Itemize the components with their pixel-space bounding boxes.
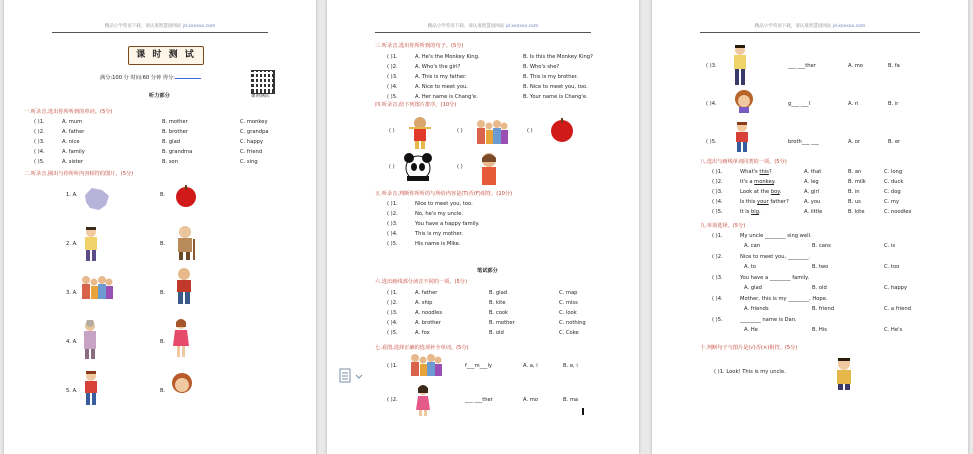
- q7-answer-paren[interactable]: ( )3.: [706, 63, 717, 69]
- q4-paren-1[interactable]: ( ): [389, 128, 395, 134]
- q1-option-b: B. mother: [162, 119, 188, 125]
- q9-option-c: C. too: [884, 264, 900, 270]
- q5-sentence: This is my mother.: [415, 231, 463, 237]
- q2-label-b: B.: [160, 192, 166, 198]
- q1-option-c: C. sing: [240, 159, 258, 165]
- q8-sentence-end: .: [759, 209, 761, 215]
- q1-title: 一.听录音,选出你所听到的单词。(5分): [24, 109, 113, 115]
- apple-picture: [174, 184, 198, 208]
- page-header: 精品小学英语下载，请认准智慧园网站 jd.xxxxxx.com: [754, 24, 866, 29]
- q8-sentence-end: .: [774, 179, 776, 185]
- q6-answer-paren[interactable]: ( )4.: [387, 320, 398, 326]
- q8-option-a: A. little: [804, 209, 823, 215]
- q2-label-a: 1. A.: [66, 192, 78, 198]
- q8-sentence-end: father?: [768, 199, 789, 205]
- q9-title: 九.单项选择。(5分): [700, 223, 746, 229]
- page-header: 精品小学英语下载，请认准智慧园网站 jd.xxxxxx.com: [104, 24, 216, 29]
- q9-option-c: C. He's: [884, 327, 903, 333]
- text-cursor: [582, 408, 584, 415]
- q3-option-a: A. Her name is Chang'e.: [415, 94, 478, 100]
- q7-option-b: B. e, i: [563, 363, 578, 369]
- q9-sentence: ________ name is Dan.: [740, 317, 797, 323]
- q8-underlined-word: big: [751, 209, 760, 215]
- q7-option-b: B. fa: [888, 63, 900, 69]
- q8-sentence-start: It's a: [740, 179, 755, 185]
- q7-word-blank: ___ ___ther: [465, 397, 493, 403]
- q9-option-b: B. cans: [812, 243, 831, 249]
- q1-option-b: B. glad: [162, 139, 181, 145]
- q8-option-a: A. girl: [804, 189, 820, 195]
- q8-option-b: B. milk: [848, 179, 866, 185]
- q6-option-a: A. ship: [415, 300, 433, 306]
- q8-sentence: [740, 210, 761, 215]
- q2-label-a: 4. A.: [66, 339, 78, 345]
- q3-option-b: B. Is this the Monkey King?: [523, 54, 593, 60]
- q1-option-c: C. monkey: [240, 119, 268, 125]
- q8-answer-paren[interactable]: ( )1.: [712, 169, 723, 175]
- q8-answer-paren[interactable]: ( )3.: [712, 189, 723, 195]
- q7-option-b: B. ir: [888, 101, 899, 107]
- grandma-picture: [477, 152, 501, 186]
- q8-sentence: [740, 170, 772, 175]
- q9-answer-paren[interactable]: ( )1.: [712, 233, 723, 239]
- apple-picture: [549, 117, 575, 143]
- q1-option-a: A. nice: [62, 139, 80, 145]
- q2-label-a: 5. A.: [66, 388, 78, 394]
- q4-paren-3[interactable]: ( ): [527, 128, 533, 134]
- q1-option-c: C. happy: [240, 139, 264, 145]
- q4-paren-4[interactable]: ( ): [389, 164, 395, 170]
- panda-picture: [403, 152, 433, 182]
- q9-option-b: B. friend: [812, 306, 835, 312]
- q5-answer-paren[interactable]: ( )5.: [387, 241, 398, 247]
- q1-answer-paren[interactable]: ( )1.: [34, 119, 45, 125]
- q2-label-b: B.: [160, 241, 166, 247]
- q9-answer-paren[interactable]: ( )4.: [712, 296, 723, 302]
- q5-sentence: Nice to meet you, too.: [415, 201, 473, 207]
- q1-answer-paren[interactable]: ( )3.: [34, 139, 45, 145]
- woman-face-picture: [171, 370, 193, 398]
- q7-option-a: A. mo: [848, 63, 863, 69]
- q7-answer-paren[interactable]: ( )4.: [706, 101, 717, 107]
- q8-sentence: [740, 190, 781, 195]
- q3-answer-paren[interactable]: ( )4.: [387, 84, 398, 90]
- q9-option-c: C. happy: [884, 285, 908, 291]
- q9-sentence: Nice to meet you, ________.: [740, 254, 811, 260]
- q9-option-a: A. can: [744, 243, 761, 249]
- q7-word-blank: ___ ___ther: [788, 63, 816, 69]
- q8-underlined-word: this: [759, 169, 769, 175]
- q7-option-b: B. ma: [563, 397, 579, 403]
- q8-option-a: A. that: [804, 169, 822, 175]
- q8-title: 八.选出与画线单词同类的一项。(5分): [700, 159, 787, 165]
- q5-sentence: You have a happy family.: [415, 221, 480, 227]
- q8-underlined-word: boy: [770, 189, 780, 195]
- monkey-king-picture: [407, 115, 433, 149]
- q10-row: ( )1. Look! This is my uncle.: [714, 369, 786, 375]
- q9-option-b: B. two: [812, 264, 829, 270]
- q4-title: 四.听录音,给下列图片排序。(10分): [375, 102, 457, 108]
- q6-option-c: C. map: [559, 290, 578, 296]
- q7-option-b: B. er: [888, 139, 901, 145]
- q5-answer-paren[interactable]: ( )3.: [387, 221, 398, 227]
- page-1[interactable]: [4, 0, 316, 454]
- q6-option-c: C. look: [559, 310, 577, 316]
- q8-option-c: C. my: [884, 199, 900, 205]
- q9-option-a: A. to: [744, 264, 756, 270]
- q7-option-a: A. or: [848, 139, 861, 145]
- q3-option-b: B. Your name is Chang'e.: [523, 94, 588, 100]
- q6-option-a: A. fox: [415, 330, 430, 336]
- uncle-picture: [834, 356, 854, 390]
- q6-option-a: A. father: [415, 290, 438, 296]
- q7-answer-paren[interactable]: ( )2.: [387, 397, 398, 403]
- q3-answer-paren[interactable]: ( )5.: [387, 94, 398, 100]
- q8-underlined-word: your: [757, 199, 769, 205]
- q5-answer-paren[interactable]: ( )2.: [387, 211, 398, 217]
- q1-answer-paren[interactable]: ( )4.: [34, 149, 45, 155]
- q3-option-a: A. Who's the girl?: [415, 64, 461, 70]
- q2-label-a: 2. A.: [66, 241, 78, 247]
- q3-option-b: B. Who's she?: [523, 64, 560, 70]
- q3-answer-paren[interactable]: ( )2.: [387, 64, 398, 70]
- q1-option-a: A. sister: [62, 159, 83, 165]
- q9-option-a: A. glad: [744, 285, 762, 291]
- section-writing: 笔试部分: [477, 268, 498, 274]
- section-listening: 听力部分: [149, 93, 170, 99]
- q8-sentence-start: It is: [740, 209, 752, 215]
- girl-picture: [172, 318, 190, 358]
- q8-option-b: B. us: [848, 199, 861, 205]
- qr-caption: 课时测试: [251, 94, 270, 99]
- q6-option-a: A. noodles: [415, 310, 443, 316]
- grandpa-picture: [174, 225, 198, 261]
- q6-option-c: C. nothing: [559, 320, 586, 326]
- q7-answer-paren[interactable]: ( )1.: [387, 363, 398, 369]
- family-picture: [409, 353, 443, 377]
- q10-title: 十.判断句子与图片是(√)否(×)相符。(5分): [700, 345, 798, 351]
- q8-option-a: A. you: [804, 199, 821, 205]
- girl-face-picture: [734, 88, 754, 114]
- q6-title: 六.选出画线部分读音不同的一项。(5分): [375, 279, 467, 285]
- q9-option-b: B. His: [812, 327, 827, 333]
- q9-sentence: My uncle ________ sing well.: [740, 233, 812, 239]
- family-picture: [475, 118, 509, 146]
- q3-option-a: A. He's the Monkey King.: [415, 54, 480, 60]
- q6-answer-paren[interactable]: ( )1.: [387, 290, 398, 296]
- q8-option-a: A. leg: [804, 179, 819, 185]
- q4-paren-2[interactable]: ( ): [457, 128, 463, 134]
- q3-option-a: A. This is my father.: [415, 74, 467, 80]
- page-title: 课 时 测 试: [128, 46, 204, 65]
- q7-title: 七.看图,选择正确的选项补全单词。(5分): [375, 345, 469, 351]
- q8-option-b: B. in: [848, 189, 860, 195]
- q7-option-a: A. ri: [848, 101, 859, 107]
- page-3[interactable]: [652, 0, 968, 454]
- q8-sentence-start: What's: [740, 169, 760, 175]
- q3-option-a: A. Nice to meet you.: [415, 84, 468, 90]
- q6-option-b: B. mother: [489, 320, 515, 326]
- q9-answer-paren[interactable]: ( )5.: [712, 317, 723, 323]
- q5-answer-paren[interactable]: ( )1.: [387, 201, 398, 207]
- q3-title: 三.听录音,选出你所听到的句子。(5分): [375, 43, 464, 49]
- q8-option-c: C. dog: [884, 189, 901, 195]
- q9-option-c: C. a friend: [884, 306, 911, 312]
- q1-option-b: B. brother: [162, 129, 188, 135]
- q8-sentence: [740, 200, 789, 205]
- q6-option-a: A. brother: [415, 320, 441, 326]
- map-shape-picture: [82, 185, 112, 213]
- q3-answer-paren[interactable]: ( )1.: [387, 54, 398, 60]
- q6-option-b: B. old: [489, 330, 504, 336]
- q2-label-b: B.: [160, 339, 166, 345]
- page-2[interactable]: [327, 0, 639, 454]
- boy-picture: [82, 370, 100, 406]
- q8-sentence: [740, 180, 776, 185]
- q8-sentence-end: ?: [768, 169, 772, 175]
- q1-answer-paren[interactable]: ( )5.: [34, 159, 45, 165]
- q1-option-b: B. grandma: [162, 149, 193, 155]
- page-header: 精品小学英语下载，请认准智慧园网站 jd.xxxxxx.com: [427, 24, 539, 29]
- q2-label-b: B.: [160, 290, 166, 296]
- woman-picture: [415, 384, 431, 416]
- q5-answer-paren[interactable]: ( )4.: [387, 231, 398, 237]
- q8-answer-paren[interactable]: ( )2.: [712, 179, 723, 185]
- q8-option-b: B. kite: [848, 209, 865, 215]
- q9-sentence: Mother, this is my ________, Hope.: [740, 296, 828, 302]
- q9-answer-paren[interactable]: ( )2.: [712, 254, 723, 260]
- q7-word-blank: g___ ___l: [788, 101, 810, 107]
- q2-title: 二.听录音,圈出与你所听内容相符的图片。(5分): [24, 171, 134, 177]
- q6-option-b: B. cook: [489, 310, 509, 316]
- q6-option-c: C. Coke: [559, 330, 579, 336]
- q1-option-b: B. son: [162, 159, 179, 165]
- header-line: [52, 32, 268, 33]
- q8-sentence-start: Is this: [740, 199, 757, 205]
- q6-option-b: B. glad: [489, 290, 508, 296]
- q4-paren-5[interactable]: ( ): [457, 164, 463, 170]
- q5-title: 五.听录音,判断你所听的与所给内容是(T)否(F)相符。(10分): [375, 191, 513, 197]
- document-icon[interactable]: [339, 368, 365, 384]
- q5-sentence: No, he's my uncle.: [415, 211, 464, 217]
- q6-option-c: C. miss: [559, 300, 578, 306]
- header-line: [700, 32, 920, 33]
- q7-word-blank: broth___ ___: [788, 139, 820, 145]
- q8-underlined-word: monkey: [754, 179, 775, 185]
- q1-option-c: C. grandpa: [240, 129, 269, 135]
- q8-option-c: C. long: [884, 169, 903, 175]
- score-line: 满分:100 分 时间:60 分钟 得分:: [100, 76, 201, 81]
- q7-option-a: A. a, i: [523, 363, 538, 369]
- q6-answer-paren[interactable]: ( )5.: [387, 330, 398, 336]
- q1-option-a: A. mum: [62, 119, 83, 125]
- q8-option-c: C. noodles: [884, 209, 912, 215]
- q3-option-b: B. This is my brother.: [523, 74, 578, 80]
- q6-answer-paren[interactable]: ( )3.: [387, 310, 398, 316]
- grandma-picture: [81, 320, 99, 360]
- q2-label-b: B.: [160, 388, 166, 394]
- q8-sentence-end: .: [779, 189, 782, 195]
- q8-answer-paren[interactable]: ( )4.: [712, 199, 723, 205]
- q1-option-a: A. family: [62, 149, 85, 155]
- grandpa-standing-picture: [172, 267, 196, 305]
- q7-option-a: A. mo: [523, 397, 538, 403]
- q6-option-b: B. kite: [489, 300, 506, 306]
- q9-answer-paren[interactable]: ( )3.: [712, 275, 723, 281]
- q9-option-b: B. old: [812, 285, 827, 291]
- q9-option-a: A. He: [744, 327, 758, 333]
- q1-option-a: A. father: [62, 129, 85, 135]
- q5-sentence: His name is Mike.: [415, 241, 461, 247]
- q8-sentence-start: Look at the: [740, 189, 771, 195]
- header-line: [375, 32, 591, 33]
- boy-picture: [734, 121, 750, 153]
- q9-sentence: You have a ________ family.: [740, 275, 810, 281]
- q3-answer-paren[interactable]: ( )3.: [387, 74, 398, 80]
- q8-option-c: C. duck: [884, 179, 904, 185]
- q8-option-b: B. an: [848, 169, 862, 175]
- q7-answer-paren[interactable]: ( )5.: [706, 139, 717, 145]
- q6-answer-paren[interactable]: ( )2.: [387, 300, 398, 306]
- q2-label-a: 3. A.: [66, 290, 78, 296]
- man-picture: [732, 44, 748, 86]
- q9-option-a: A. friends: [744, 306, 769, 312]
- q8-answer-paren[interactable]: ( )5.: [712, 209, 723, 215]
- q1-answer-paren[interactable]: ( )2.: [34, 129, 45, 135]
- q7-word-blank: f___m___ly: [465, 363, 492, 369]
- q3-option-b: B. Nice to meet you, too.: [523, 84, 588, 90]
- q1-option-c: C. friend: [240, 149, 263, 155]
- q9-option-c: C. is: [884, 243, 896, 249]
- man-picture: [81, 226, 101, 262]
- family-group-picture: [80, 273, 114, 303]
